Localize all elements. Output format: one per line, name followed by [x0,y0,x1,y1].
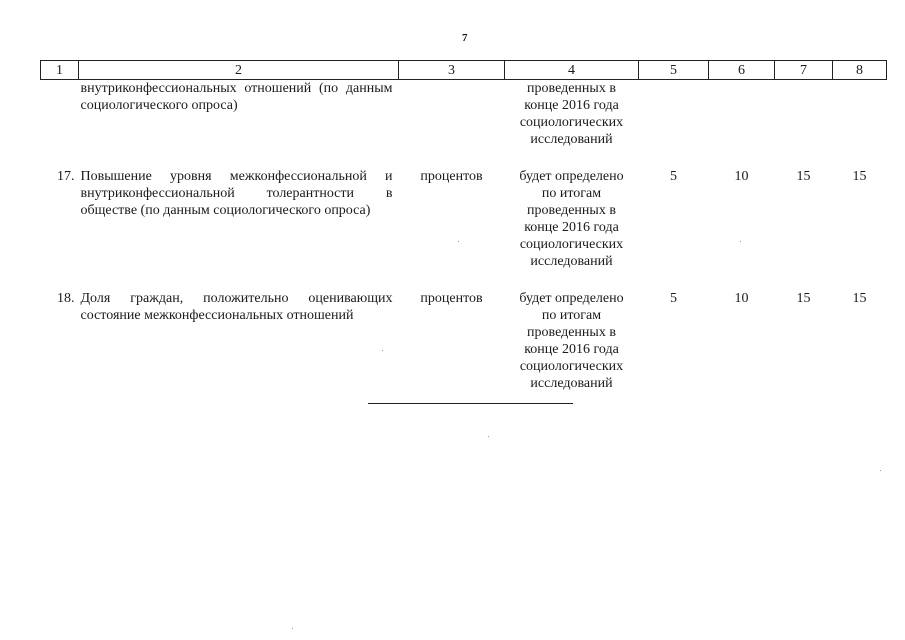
indicator-name: Доля граждан, положительно оценивающих состояние межконфессиональных отношений [80,291,393,323]
column-header-5: 5 [639,61,709,80]
continuation-name: внутриконфессиональных отношений (по данным социологического опроса) [80,81,393,113]
row-number: 18. [57,291,75,306]
unit: процентов [420,169,483,184]
value-col-8: 15 [852,169,867,184]
baseline-note: будет определено по итогам проведенных в конце 2016 года социологических исследований [519,291,624,391]
value-col-8: 15 [852,291,867,306]
value-col-5: 5 [670,291,677,306]
value-col-7: 15 [796,291,811,306]
closing-rule [368,403,573,404]
column-header-2: 2 [79,61,399,80]
scan-speck [488,436,489,437]
value-col-7: 15 [796,169,811,184]
column-header-1: 1 [41,61,79,80]
continuation-note: проведенных в конце 2016 года социологических исследований [519,81,624,147]
indicator-name: Повышение уровня межконфессиональной и внутриконфессиональной толерантности в обществе (по данным социологического опроса) [80,169,393,218]
row-number: 17. [57,169,75,184]
scan-speck [880,470,881,471]
column-number-header-row [41,61,887,80]
scan-speck [382,350,383,351]
value-col-6: 10 [734,291,749,306]
unit: процентов [420,291,483,306]
scan-speck [740,241,741,242]
table-row [41,168,887,270]
column-header-6: 6 [709,61,775,80]
continuation-row [41,80,887,149]
baseline-note: будет определено по итогам проведенных в конце 2016 года социологических исследований [519,169,624,269]
value-col-5: 5 [670,169,677,184]
table-row [41,290,887,392]
indicators-table [40,60,887,392]
page-number: 7 [462,32,468,44]
column-header-3: 3 [399,61,505,80]
value-col-6: 10 [734,169,749,184]
column-header-8: 8 [833,61,887,80]
scan-speck [458,241,459,242]
column-header-7: 7 [775,61,833,80]
column-header-4: 4 [505,61,639,80]
scan-speck [292,628,293,629]
